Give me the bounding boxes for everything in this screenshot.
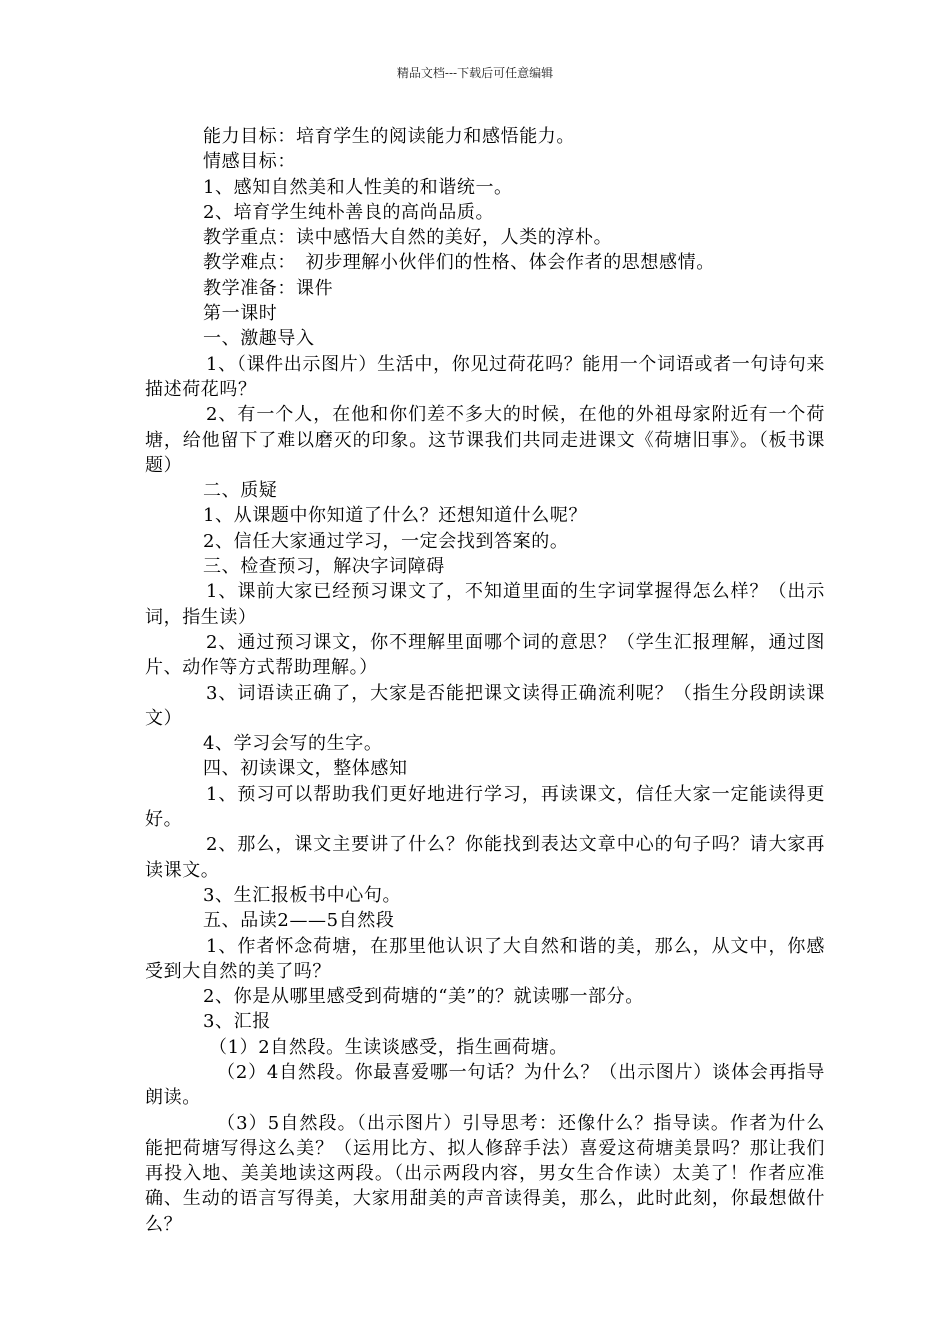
section-heading: 五、品读2——5自然段 xyxy=(203,910,395,932)
paragraph: 3、词语读正确了，大家是否能把课文读得正确流利呢？（指生分段朗读课文） xyxy=(145,682,825,729)
paragraph: 2、信任大家通过学习，一定会找到答案的。 xyxy=(203,530,569,552)
section-heading: 一、激趣导入 xyxy=(203,328,315,350)
paragraph: 教学难点： 初步理解小伙伴们的性格、体会作者的思想感情。 xyxy=(203,252,715,274)
paragraph: 1、感知自然美和人性美的和谐统一。 xyxy=(203,176,513,198)
paragraph: 教学准备：课件 xyxy=(203,277,334,299)
section-heading: 四、初读课文，整体感知 xyxy=(203,758,408,780)
paragraph: 1、从课题中你知道了什么？还想知道什么呢？ xyxy=(203,505,588,527)
paragraph: （2）4自然段。你最喜爱哪一句话？为什么？（出示图片）谈体会再指导朗读。 xyxy=(145,1061,825,1109)
paragraph: 2、你是从哪里感受到荷塘的“美”的？就读哪一部分。 xyxy=(203,986,644,1008)
paragraph: 1、课前大家已经预习课文了，不知道里面的生字词掌握得怎么样？（出示词，指生读） xyxy=(145,581,825,628)
page-header: 精品文档---下载后可任意编辑 xyxy=(396,66,554,80)
paragraph: （3）5自然段。（出示图片）引导思考：还像什么？指导读。作者为什么能把荷塘写得这么美？（运用比方、拟人修辞手法）喜爱这荷塘美景吗？那让我们再投入地、美美地读这两段。（出示两段内容，男女生合作读）太美了！作者应准确、生动的语言写得美，大家用甜美的声音读得美，那么，此时此刻，你最想做什么？ xyxy=(145,1112,825,1235)
paragraph: 4、学习会写的生字。 xyxy=(203,733,383,755)
paragraph: 3、生汇报板书中心句。 xyxy=(203,884,402,906)
paragraph: 2、有一个人，在他和你们差不多大的时候，在他的外祖母家附近有一个荷塘，给他留下了难以磨灭的印象。这节课我们共同走进课文《荷塘旧事》。（板书课题） xyxy=(145,404,825,476)
paragraph: 3、汇报 xyxy=(203,1011,271,1033)
section-heading: 三、检查预习，解决字词障碍 xyxy=(203,556,445,578)
paragraph: 教学重点：读中感悟大自然的美好，人类的淳朴。 xyxy=(203,227,613,249)
paragraph: 2、培育学生纯朴善良的高尚品质。 xyxy=(203,201,495,223)
section-heading: 二、质疑 xyxy=(203,480,278,502)
paragraph: 1、（课件出示图片）生活中，你见过荷花吗？能用一个词语或者一句诗句来描述荷花吗？ xyxy=(145,353,825,400)
paragraph: 2、通过预习课文，你不理解里面哪个词的意思？（学生汇报理解，通过图片、动作等方式帮助理解。） xyxy=(145,631,825,679)
paragraph: 2、那么，课文主要讲了什么？你能找到表达文章中心的句子吗？请大家再读课文。 xyxy=(145,834,825,881)
paragraph: 情感目标： xyxy=(203,151,296,173)
document-body xyxy=(145,124,825,1237)
paragraph: （1）2自然段。生读谈感受，指生画荷塘。 xyxy=(209,1036,568,1058)
paragraph: 1、预习可以帮助我们更好地进行学习，再读课文，信任大家一定能读得更好。 xyxy=(145,783,825,831)
paragraph: 能力目标：培育学生的阅读能力和感悟能力。 xyxy=(203,126,575,147)
paragraph: 第一课时 xyxy=(203,303,278,325)
paragraph: 1、作者怀念荷塘，在那里他认识了大自然和谐的美，那么，从文中，你感受到大自然的美了吗？ xyxy=(145,935,825,982)
